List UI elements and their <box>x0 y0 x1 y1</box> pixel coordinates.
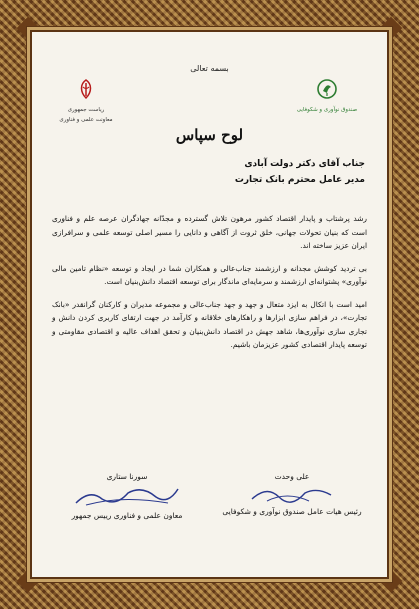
body-paragraph: بی تردید کوشش مجدانه و ارزشمند جناب‌عالی و همکاران شما در ایجاد و توسعه «نظام تامین مالی نوآوری» پشتوانه‌ای ارزشمند و سرمایه‌ای ماندگار برای توسعه اقتصاد دانش‌بنیان است. <box>52 263 367 286</box>
signatory-title: معاون علمی و فناوری رییس جمهور <box>71 511 183 520</box>
signatory-title: رئیس هیات عامل صندوق نوآوری و شکوفایی <box>222 507 362 516</box>
bismillah-heading: بسمه تعالی <box>190 64 229 73</box>
logo-caption-line-2: معاونت علمی و فناوری <box>59 116 113 123</box>
signature-icon <box>247 483 337 505</box>
signature-icon <box>72 483 182 509</box>
innovation-fund-logo <box>287 78 367 114</box>
body-paragraph: امید است با اتکال به ایزد متعال و جهد و جهد جناب‌عالی و مجموعه مدیران و کارکنان گرانقدر «بانک تجارت»، در فراهم سازی ابزارها و راهکارهای خلاقانه و کارآمد در جهت ارتقای کاربری کردن دانش و تجاری سازی نوآوری‌ها، شاهد جهش در اقتصاد دانش‌بنیان و تحقق اهداف عالیه و اقتصادی مقاومتی و توسعه پایدار اقتصادی کشور عزیزمان باشیم. <box>52 299 367 349</box>
logo-caption-line-1: ریاست جمهوری <box>67 107 105 113</box>
certificate-title: لوح سپاس <box>175 126 244 144</box>
signatory-name: علی وحدت <box>274 472 310 481</box>
signature-block-left <box>52 470 202 522</box>
iran-emblem-icon <box>77 78 95 100</box>
addressee-position: مدیر عامل محترم بانک تجارت <box>234 175 365 185</box>
body-paragraph: رشد پرشتاب و پایدار اقتصاد کشور مرهون تلاش گسترده و مجدّانه جهادگران عرصه علم و فناوری است که بنیان تحولات جهانی، خلق ثروت از آگاهی و دانایی را مسیر اصلی توسعه علمی و سرافرازی ایران عزیز ساخته اند. <box>52 214 367 250</box>
signatory-name: سورنا ستاری <box>106 472 148 481</box>
signature-block-right <box>217 470 367 518</box>
addressee-name: جناب آقای دکتر دولت آبادی <box>244 159 365 169</box>
certificate-body <box>52 212 367 361</box>
vice-presidency-logo <box>46 78 126 123</box>
certificate-paper <box>30 30 389 579</box>
logo-caption: صندوق نوآوری و شکوفایی <box>296 107 358 113</box>
addressee-block <box>235 156 365 188</box>
leaf-logo-icon <box>316 78 338 100</box>
